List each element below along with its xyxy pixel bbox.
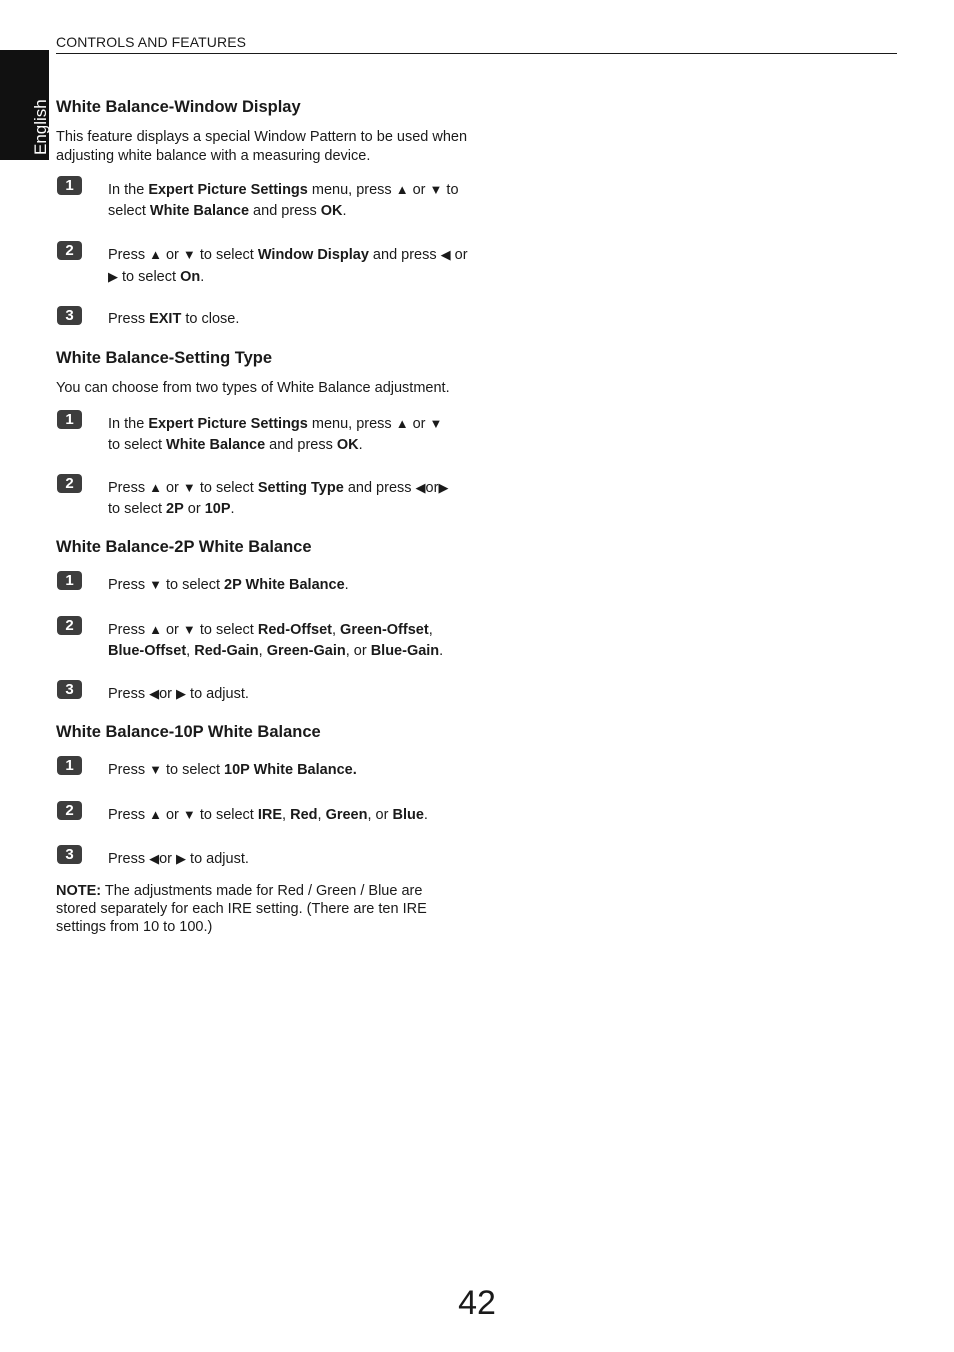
- step-text: In the Expert Picture Settings menu, press ▲ or ▼ to select White Balance and press OK.: [108, 416, 443, 453]
- step-text: Press ▲ or ▼ to select Window Display and press ◀ or ▶ to select On.: [108, 247, 468, 285]
- section-header: CONTROLS AND FEATURES: [56, 34, 247, 50]
- note-label: NOTE:: [56, 883, 102, 899]
- step-number-badge: 1: [57, 410, 82, 429]
- step-text: Press ▲ or ▼ to select IRE, Red, Green, or Blue.: [108, 807, 428, 823]
- up-arrow-icon: ▲: [149, 807, 162, 822]
- up-arrow-icon: ▲: [395, 182, 409, 197]
- up-arrow-icon: ▲: [149, 247, 162, 262]
- down-arrow-icon: ▼: [182, 807, 196, 822]
- note: [56, 882, 436, 936]
- step-number-badge: 2: [57, 616, 82, 635]
- step-text: Press ▼ to select 2P White Balance.: [108, 577, 349, 593]
- step-text: Press ◀or ▶ to adjust.: [108, 851, 249, 867]
- step-text: Press ▼ to select 10P White Balance.: [108, 762, 357, 778]
- step-number-badge: 1: [57, 571, 82, 590]
- note-text: The adjustments made for Red / Green / Blue are stored separately for each IRE setting. (There are ten IRE settings from 10 to 100.): [56, 883, 427, 935]
- section-title-setting-type: White Balance-Setting Type: [56, 349, 273, 367]
- down-arrow-icon: ▼: [149, 577, 162, 592]
- section-intro-window-display: This feature displays a special Window Pattern to be used when adjusting white balance with a measuring device.: [56, 129, 468, 164]
- language-tab: [0, 50, 49, 160]
- right-arrow-icon: ▶: [176, 851, 187, 866]
- down-arrow-icon: ▼: [182, 622, 196, 637]
- step-number-badge: 1: [57, 176, 82, 195]
- left-arrow-icon: ◀: [149, 851, 160, 866]
- step-text: Press ▲ or ▼ to select Red-Offset, Green-Offset, Blue-Offset, Red-Gain, Green-Gain, or Blue-Gain.: [108, 622, 444, 659]
- down-arrow-icon: ▼: [429, 182, 443, 197]
- left-arrow-icon: ◀: [415, 480, 426, 495]
- step-number-badge: 3: [57, 680, 82, 699]
- section-title-window-display: White Balance-Window Display: [56, 98, 301, 116]
- step-text: Press EXIT to close.: [108, 311, 240, 327]
- up-arrow-icon: ▲: [149, 480, 162, 495]
- page-number: 42: [458, 1284, 496, 1322]
- down-arrow-icon: ▼: [182, 247, 196, 262]
- left-arrow-icon: ◀: [149, 686, 160, 701]
- left-arrow-icon: ◀: [440, 247, 451, 262]
- step-text: Press ◀or ▶ to adjust.: [108, 686, 249, 702]
- step-number-badge: 2: [57, 241, 82, 260]
- step-number-badge: 3: [57, 845, 82, 864]
- language-tab-label: English: [31, 99, 50, 155]
- step-number-badge: 2: [57, 474, 82, 493]
- section-title-2p-white-balance: White Balance-2P White Balance: [56, 538, 312, 556]
- up-arrow-icon: ▲: [149, 622, 162, 637]
- step-text: In the Expert Picture Settings menu, press ▲ or ▼ to select White Balance and press OK.: [108, 182, 459, 219]
- down-arrow-icon: ▼: [149, 762, 162, 777]
- section-title-10p-white-balance: White Balance-10P White Balance: [56, 723, 321, 741]
- step-number-badge: 1: [57, 756, 82, 775]
- down-arrow-icon: ▼: [429, 416, 443, 431]
- up-arrow-icon: ▲: [395, 416, 409, 431]
- right-arrow-icon: ▶: [108, 269, 118, 284]
- step-text: Press ▲ or ▼ to select Setting Type and press ◀or▶ to select 2P or 10P.: [108, 480, 449, 517]
- down-arrow-icon: ▼: [182, 480, 196, 495]
- right-arrow-icon: ▶: [438, 480, 449, 495]
- step-number-badge: 2: [57, 801, 82, 820]
- section-intro-setting-type: You can choose from two types of White Balance adjustment.: [56, 380, 450, 396]
- right-arrow-icon: ▶: [176, 686, 187, 701]
- step-number-badge: 3: [57, 306, 82, 325]
- header-divider: [56, 53, 897, 54]
